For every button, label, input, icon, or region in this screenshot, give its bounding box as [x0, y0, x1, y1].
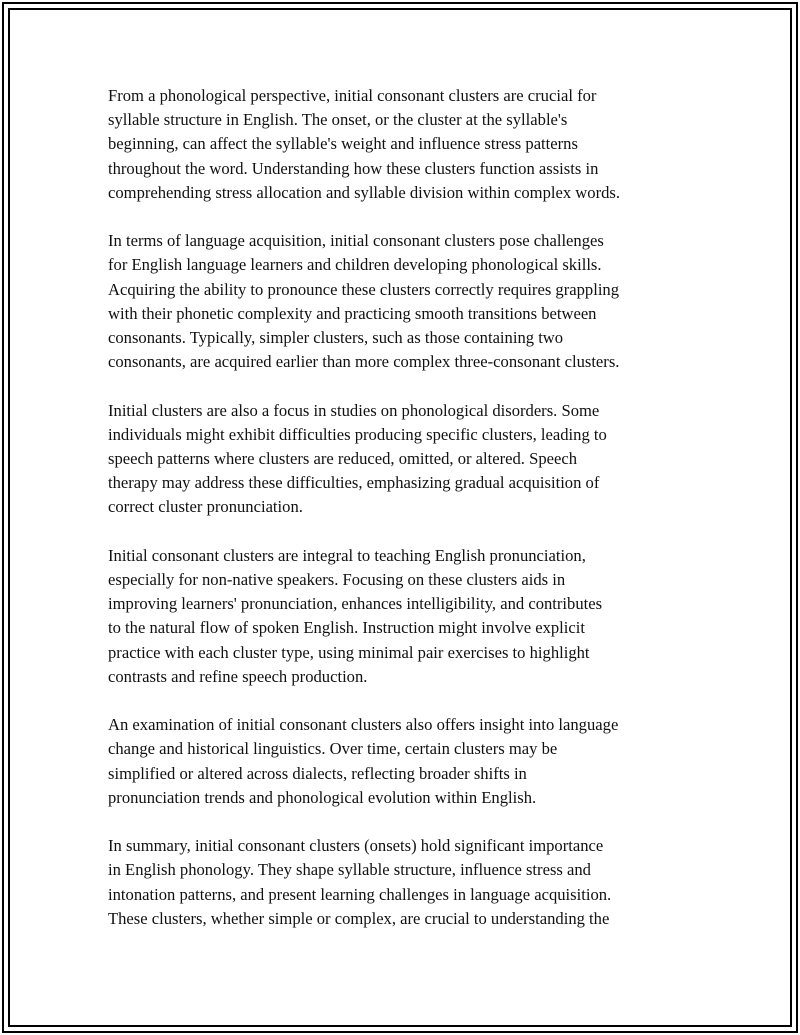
text-line: practice with each cluster type, using minimal pair exercises to highlight — [108, 642, 590, 662]
text-line: especially for non-native speakers. Focusing on these clusters aids in — [108, 570, 566, 590]
text-line: comprehending stress allocation and syllable division within complex words. — [108, 182, 621, 202]
text-line: contrasts and refine speech production. — [108, 666, 368, 686]
text-line: speech patterns where clusters are reduced, omitted, or altered. Speech — [108, 449, 578, 469]
text-line: An examination of initial consonant clusters also offers insight into language — [108, 715, 619, 735]
text-line: change and historical linguistics. Over time, certain clusters may be — [108, 739, 558, 759]
text-line: Initial consonant clusters are integral to teaching English pronunciation, — [108, 545, 586, 565]
text-line: for English language learners and children developing phonological skills. — [108, 255, 602, 275]
text-line: In summary, initial consonant clusters (onsets) hold significant importance — [108, 836, 604, 856]
text-line: with their phonetic complexity and practicing smooth transitions between — [108, 303, 597, 323]
text-line: In terms of language acquisition, initial consonant clusters pose challenges — [108, 231, 604, 251]
text-line: consonants, are acquired earlier than more complex three-consonant clusters. — [108, 352, 620, 372]
text-line: in English phonology. They shape syllable structure, influence stress and — [108, 860, 591, 880]
paragraph-3 — [108, 399, 688, 520]
text-line: Acquiring the ability to pronounce these clusters correctly requires grappling — [108, 279, 620, 299]
text-line: correct cluster pronunciation. — [108, 497, 303, 517]
text-line: syllable structure in English. The onset, or the cluster at the syllable's — [108, 110, 568, 130]
text-line: pronunciation trends and phonological evolution within English. — [108, 787, 537, 807]
text-line: improving learners' pronunciation, enhances intelligibility, and contributes — [108, 594, 603, 614]
text-line: therapy may address these difficulties, emphasizing gradual acquisition of — [108, 473, 600, 493]
text-line: consonants. Typically, simpler clusters, such as those containing two — [108, 328, 564, 348]
document-body — [108, 84, 688, 955]
text-line: These clusters, whether simple or complex, are crucial to understanding the — [108, 908, 610, 928]
text-line: individuals might exhibit difficulties producing specific clusters, leading to — [108, 424, 607, 444]
text-line: Initial clusters are also a focus in studies on phonological disorders. Some — [108, 400, 600, 420]
paragraph-2 — [108, 229, 688, 374]
paragraph-6 — [108, 834, 688, 931]
text-line: simplified or altered across dialects, reflecting broader shifts in — [108, 763, 527, 783]
text-line: From a phonological perspective, initial consonant clusters are crucial for — [108, 86, 597, 105]
text-line: to the natural flow of spoken English. Instruction might involve explicit — [108, 618, 585, 638]
paragraph-5 — [108, 713, 688, 810]
paragraph-1 — [108, 84, 688, 205]
paragraph-4 — [108, 544, 688, 689]
text-line: beginning, can affect the syllable's weight and influence stress patterns — [108, 134, 578, 154]
text-line: throughout the word. Understanding how these clusters function assists in — [108, 158, 599, 178]
text-line: intonation patterns, and present learning challenges in language acquisition. — [108, 884, 612, 904]
